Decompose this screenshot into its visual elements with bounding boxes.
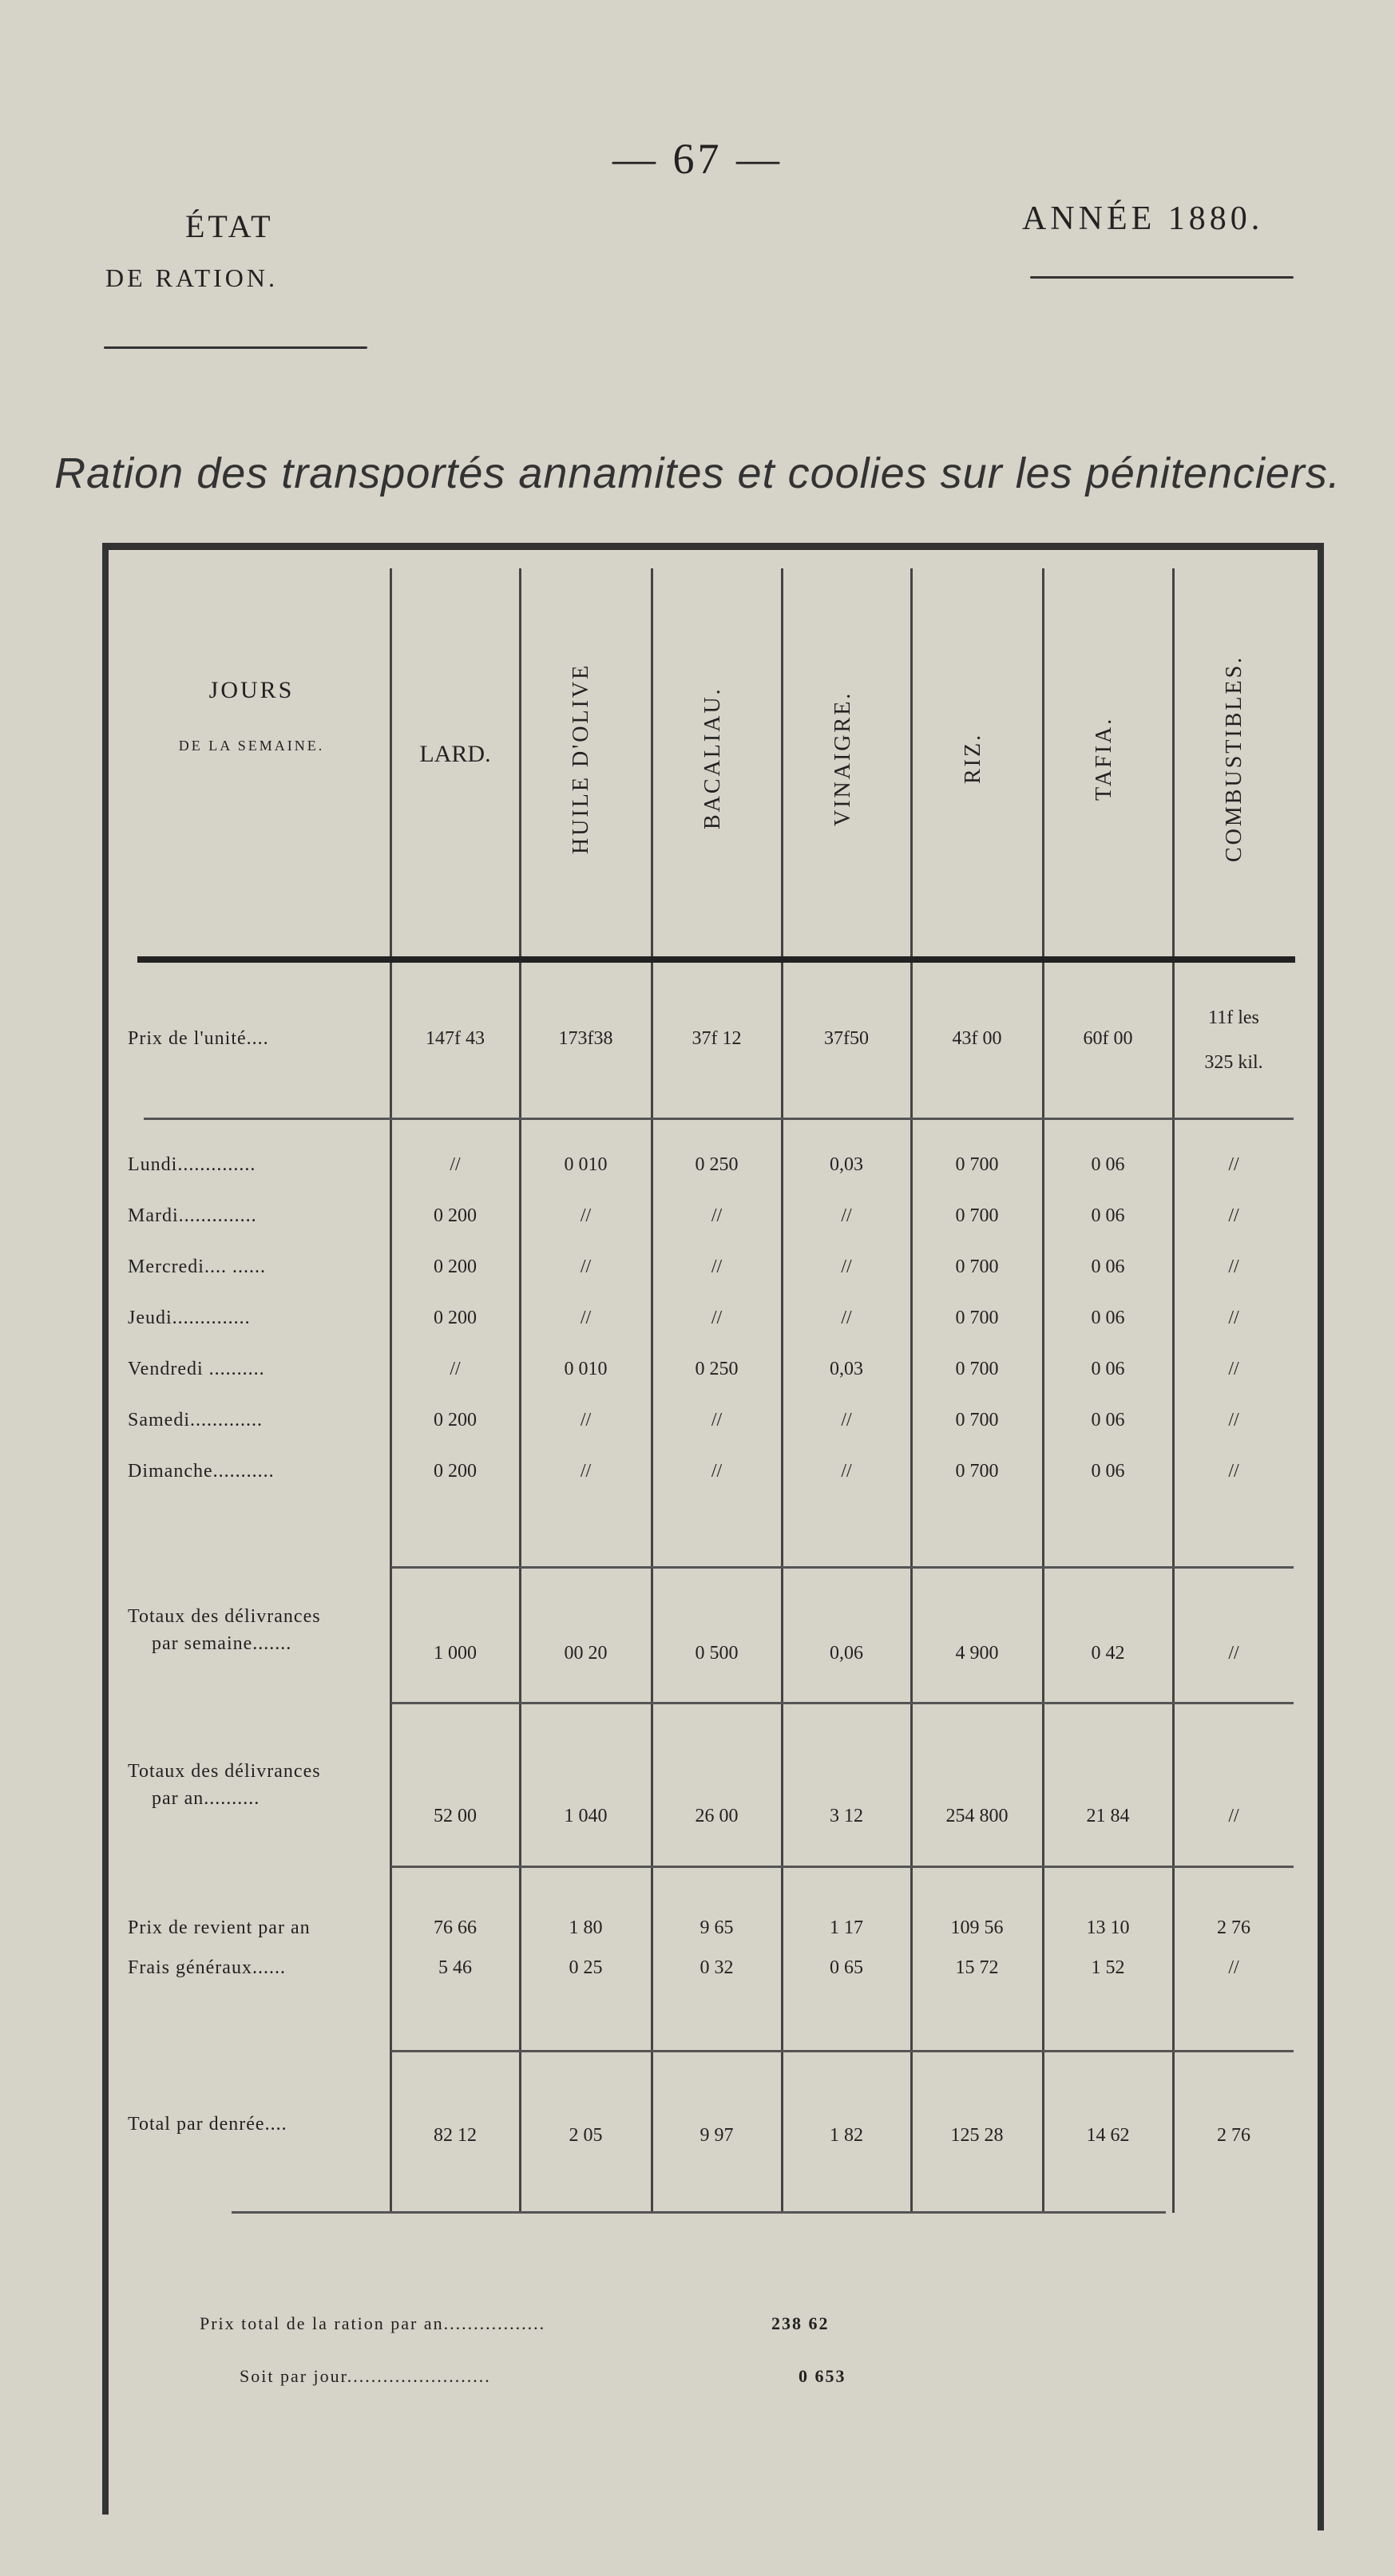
header-separator <box>137 956 1295 963</box>
footer-total-label: Prix total de la ration par an................. <box>200 2313 546 2333</box>
table-cell: 0 200 <box>434 1205 477 1226</box>
table-bottom-line <box>232 2211 1166 2214</box>
table-top-border <box>102 543 1324 550</box>
table-cell: 9 97 <box>699 2125 734 2146</box>
table-cell: // <box>1228 1205 1239 1226</box>
day-label: Lundi.............. <box>128 1154 256 1175</box>
table-cell: // <box>1228 1410 1239 1430</box>
table-cell: 5 46 <box>438 1957 472 1978</box>
table-cell: // <box>841 1461 852 1482</box>
day-label: Dimanche........... <box>128 1461 275 1482</box>
table-cell: 2 76 <box>1217 2125 1250 2146</box>
table-cell: 9 65 <box>699 1917 734 1938</box>
table-cell: 0 06 <box>1091 1410 1125 1430</box>
table-cell: // <box>450 1359 461 1379</box>
weekly-label-line2: par semaine....... <box>152 1633 292 1654</box>
table-cell: 26 00 <box>695 1806 739 1826</box>
table-cell: 0 06 <box>1091 1256 1125 1277</box>
table-cell: 14 62 <box>1086 2125 1130 2146</box>
table-cell: 0 250 <box>695 1359 739 1379</box>
row-separator <box>144 1118 1294 1120</box>
table-cell: // <box>580 1308 592 1328</box>
table-cell: 3 12 <box>830 1806 863 1826</box>
table-cell: // <box>1228 1154 1239 1175</box>
table-cell: // <box>580 1256 592 1277</box>
price-cell: 147f 43 <box>426 1028 485 1049</box>
col-header-days-line1: JOURS <box>208 677 295 703</box>
table-cell: // <box>1228 1806 1239 1826</box>
col-header-huile: HUILE D'OLIVE <box>569 663 593 854</box>
yearly-label-line1: Totaux des délivrances <box>128 1761 321 1782</box>
table-cell: // <box>711 1308 723 1328</box>
table-cell: 00 20 <box>564 1643 608 1664</box>
flourish-right <box>1030 276 1294 279</box>
col-header-days-line2: DE LA SEMAINE. <box>178 738 325 754</box>
table-cell: 0 200 <box>434 1461 477 1482</box>
price-cell: 60f 00 <box>1083 1028 1133 1049</box>
price-cell: 173f38 <box>558 1028 613 1049</box>
col-header-bacaliau: BACALIAU. <box>700 687 725 830</box>
table-cell: 0 42 <box>1091 1643 1125 1664</box>
day-label: Samedi............. <box>128 1410 263 1430</box>
table-cell: 2 05 <box>569 2125 603 2146</box>
day-label: Mardi.............. <box>128 1205 257 1226</box>
footer-daily-value: 0 653 <box>799 2366 846 2386</box>
row-separator <box>391 1866 1294 1868</box>
table-cell: 0 500 <box>695 1643 739 1664</box>
header-left-line1: ÉTAT <box>185 208 274 244</box>
table-cell: // <box>711 1410 723 1430</box>
table-cell: 1 82 <box>830 2125 863 2146</box>
table-cell: 0 200 <box>434 1256 477 1277</box>
day-label: Jeudi.............. <box>128 1308 251 1328</box>
table-cell: 21 84 <box>1086 1806 1130 1826</box>
table-cell: // <box>841 1256 852 1277</box>
price-row-label: Prix de l'unité.... <box>128 1028 269 1049</box>
header-right: ANNÉE 1880. <box>1022 200 1264 237</box>
price-cell: 37f50 <box>824 1028 869 1049</box>
flourish-left <box>104 346 367 349</box>
table-cell: 4 900 <box>955 1643 999 1664</box>
table-cell: // <box>711 1461 723 1482</box>
price-cell: 11f les <box>1208 1007 1259 1028</box>
col-header-vinaigre: VINAIGRE. <box>830 690 855 826</box>
table-cell: 15 72 <box>955 1957 999 1978</box>
header-left <box>105 206 278 295</box>
table-cell: 0 06 <box>1091 1154 1125 1175</box>
page-number: — 67 — <box>612 135 783 183</box>
table-cell: 82 12 <box>434 2125 477 2146</box>
col-header-riz: RIZ. <box>961 732 985 785</box>
table-cell: // <box>1228 1461 1239 1482</box>
table-cell: 1 17 <box>830 1917 863 1938</box>
table-cell: 1 52 <box>1091 1957 1125 1978</box>
table-cell: // <box>580 1461 592 1482</box>
day-label: Mercredi.... ...... <box>128 1256 266 1277</box>
col-header-combustibles: COMBUSTIBLES. <box>1222 655 1246 862</box>
table-cell: 0 250 <box>695 1154 739 1175</box>
table-cell: 1 040 <box>564 1806 608 1826</box>
main-title: Ration des transportés annamites et coolies sur les pénitenciers. <box>54 449 1341 497</box>
table-cell: 0 65 <box>830 1957 863 1978</box>
table-cell: 0 200 <box>434 1308 477 1328</box>
table-cell: // <box>841 1205 852 1226</box>
price-cell-extra: 325 kil. <box>1204 1052 1263 1073</box>
table-cell: // <box>711 1205 723 1226</box>
table-cell: 0 700 <box>955 1359 999 1379</box>
table-cell: // <box>580 1205 592 1226</box>
table-cell: // <box>1228 1957 1239 1978</box>
table-cell: 0 700 <box>955 1256 999 1277</box>
table-cell: 52 00 <box>434 1806 477 1826</box>
table-cell: // <box>1228 1643 1239 1664</box>
row-separator <box>391 2050 1294 2052</box>
general-costs-label: Frais généraux...... <box>128 1957 286 1978</box>
table-cell: 0 700 <box>955 1308 999 1328</box>
price-cell: 37f 12 <box>692 1028 742 1049</box>
table-cell: 254 800 <box>945 1806 1009 1826</box>
table-cell: 0 700 <box>955 1461 999 1482</box>
table-cell: 0 06 <box>1091 1359 1125 1379</box>
table-cell: 125 28 <box>950 2125 1004 2146</box>
table-cell: 0 32 <box>699 1957 734 1978</box>
table-cell: 0 25 <box>569 1957 603 1978</box>
table-cell: 0,06 <box>830 1643 863 1664</box>
table-cell: 0 700 <box>955 1154 999 1175</box>
table-cell: // <box>1228 1256 1239 1277</box>
table-cell: 109 56 <box>950 1917 1004 1938</box>
table-cell: // <box>711 1256 723 1277</box>
footer-daily-label: Soit par jour........................ <box>240 2366 491 2386</box>
table-cell: 13 10 <box>1086 1917 1130 1938</box>
table-cell: // <box>580 1410 592 1430</box>
table-cell: 0 06 <box>1091 1205 1125 1226</box>
table-right-border <box>1318 543 1324 2530</box>
day-label: Vendredi .......... <box>128 1359 265 1379</box>
table-cell: 0 06 <box>1091 1461 1125 1482</box>
table-cell: // <box>841 1308 852 1328</box>
table-cell: 0 010 <box>564 1359 608 1379</box>
header-left-line2: DE RATION. <box>105 263 278 292</box>
total-label: Total par denrée.... <box>128 2114 287 2135</box>
table-cell: 0,03 <box>830 1359 863 1379</box>
cost-year-label: Prix de revient par an <box>128 1917 311 1938</box>
table-cell: // <box>450 1154 461 1175</box>
table-cell: // <box>841 1410 852 1430</box>
table-cell: 1 000 <box>434 1643 477 1664</box>
table-cell: 1 80 <box>569 1917 603 1938</box>
row-separator <box>391 1702 1294 1704</box>
price-cell: 43f 00 <box>952 1028 1002 1049</box>
table-cell: 0 700 <box>955 1205 999 1226</box>
row-separator <box>391 1566 1294 1569</box>
col-header-tafia: TAFIA. <box>1092 716 1116 801</box>
table-cell: 2 76 <box>1217 1917 1250 1938</box>
table-cell: 0 06 <box>1091 1308 1125 1328</box>
table-cell: 76 66 <box>434 1917 477 1938</box>
table-cell: // <box>1228 1359 1239 1379</box>
table-cell: // <box>1228 1308 1239 1328</box>
yearly-label-line2: par an.......... <box>152 1788 260 1809</box>
table-cell: 0 010 <box>564 1154 608 1175</box>
weekly-label-line1: Totaux des délivrances <box>128 1606 321 1627</box>
table-cell: 0 700 <box>955 1410 999 1430</box>
footer-total-value: 238 62 <box>771 2313 830 2333</box>
table-cell: 0 200 <box>434 1410 477 1430</box>
col-header-days <box>120 677 383 754</box>
table-left-border <box>102 543 109 2515</box>
col-header-lard: LARD. <box>419 741 491 767</box>
table-cell: 0,03 <box>830 1154 863 1175</box>
